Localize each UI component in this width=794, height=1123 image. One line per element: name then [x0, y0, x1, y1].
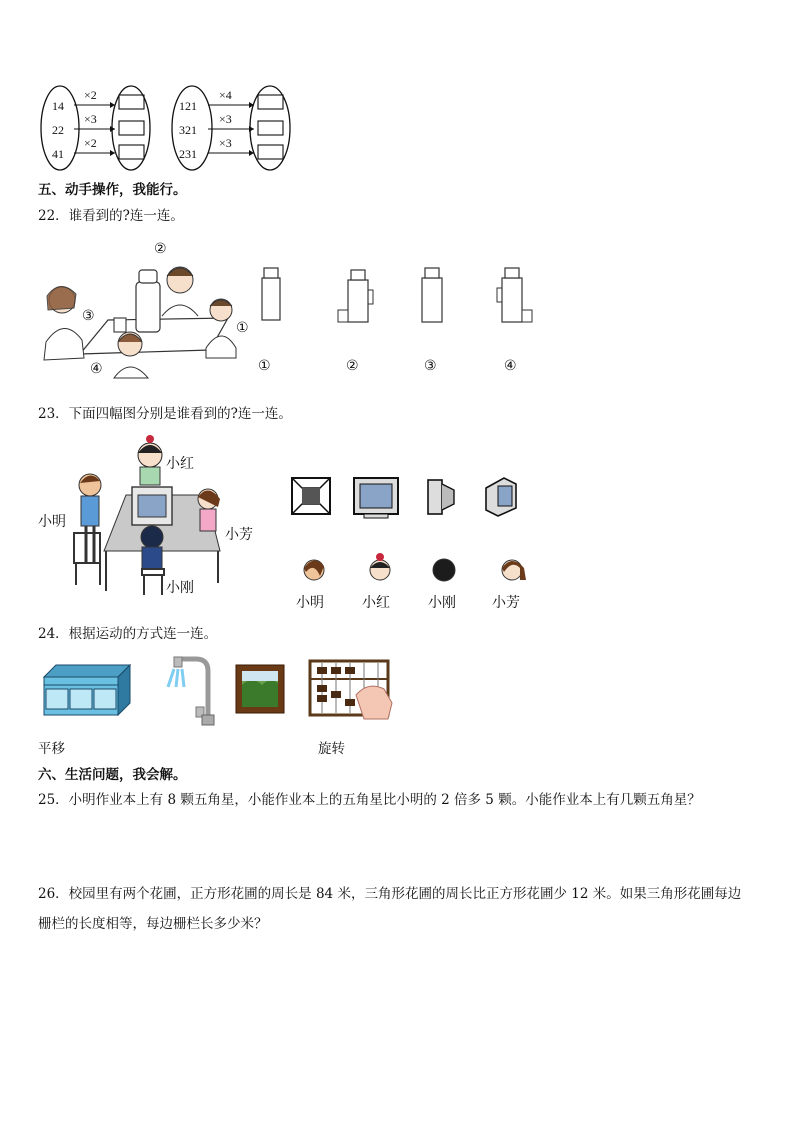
q22-view-2-drawing: [338, 270, 373, 322]
q25-text: 25．小明作业本上有 8 颗五角星，小能作业本上的五角星比小明的 2 倍多 5 颗。小能作业本上有几颗五角星？: [38, 792, 701, 808]
q22-scene-mark-1: ①: [236, 320, 249, 336]
q22-scene-mark-4: ④: [90, 361, 103, 377]
q22-table-scene-drawing: [38, 238, 243, 388]
q22-text: 22．谁看到的?连一连。: [38, 208, 184, 224]
q23-text: 23．下面四幅图分别是谁看到的?连一连。: [38, 406, 292, 422]
q23-scene-name-xiaofang: 小芳: [225, 527, 253, 543]
q23-scene-name-xiaoming: 小明: [38, 514, 66, 530]
section5-heading: 五、动手操作，我能行。: [38, 182, 187, 198]
q23-monitor-front-view: [354, 478, 398, 518]
q23-monitor-angle-view: [486, 478, 516, 516]
q23-head-name-xiaoming: 小明: [296, 595, 324, 611]
q24-framed-picture-drawing: [236, 665, 284, 713]
mapping-right-input-1: 121: [179, 99, 197, 113]
mapping-right-input-3: 231: [179, 147, 197, 161]
mapping-right-op-1: ×4: [219, 88, 232, 102]
mapping-left-input-2: 22: [52, 123, 64, 137]
mapping-left-op-1: ×2: [84, 88, 97, 102]
mapping-left-op-2: ×3: [84, 112, 97, 126]
q23-head-xiaohong-drawing: [370, 553, 390, 580]
mapping-diagram: [38, 84, 298, 174]
q23-heads: [290, 552, 540, 612]
q26-text-line1: 26．校园里有两个花圃，正方形花圃的周长是 84 米，三角形花圃的周长比正方形花圃少 12 米。如果三角形花圃每边: [38, 886, 742, 902]
q23-head-name-xiaogang: 小刚: [428, 595, 456, 611]
mapping-left-op-3: ×2: [84, 136, 97, 150]
q24-motion-pictures: [38, 655, 398, 730]
q23-head-name-xiaofang: 小芳: [492, 595, 520, 611]
mapping-left-input-1: 14: [52, 99, 64, 113]
q22-view-drawings: [250, 258, 550, 338]
mapping-left-input-3: 41: [52, 147, 64, 161]
mapping-ovals: [38, 84, 298, 174]
q24-label-rotation: 旋转: [318, 741, 345, 757]
q23-head-name-xiaohong: 小红: [362, 595, 390, 611]
q23-monitor-side-view: [428, 480, 454, 514]
q22-scene-mark-2: ②: [154, 241, 167, 257]
q24-sliding-window-drawing: [44, 665, 130, 715]
q23-head-xiaogang-drawing: [433, 559, 455, 581]
q22-option-mark-2: ②: [346, 358, 359, 374]
q22-view-3-drawing: [422, 268, 442, 322]
q23-monitor-drawings: [290, 474, 530, 520]
q23-scene-name-xiaogang: 小刚: [166, 580, 194, 596]
q24-faucet-drawing: [168, 657, 214, 725]
q24-text: 24．根据运动的方式连一连。: [38, 626, 218, 642]
q23-head-drawings: [290, 552, 540, 582]
mapping-right-input-2: 321: [179, 123, 197, 137]
q23-head-xiaofang-drawing: [502, 560, 526, 580]
q24-abacus-drawing: [310, 661, 392, 719]
q26-text-line2: 栅栏的长度相等，每边栅栏长多少米？: [38, 916, 268, 932]
q23-head-xiaoming-drawing: [304, 560, 324, 580]
q23-monitor-back-view: [292, 478, 330, 514]
section6-heading: 六、生活问题，我会解。: [38, 767, 187, 783]
q22-option-mark-3: ③: [424, 358, 437, 374]
q24-pictures: [38, 655, 398, 730]
q24-label-translation: 平移: [38, 741, 65, 757]
q22-scene: [38, 238, 249, 388]
q23-scene-name-xiaohong: 小红: [166, 456, 194, 472]
mapping-right-op-3: ×3: [219, 136, 232, 150]
q22-view-4-drawing: [497, 268, 532, 322]
q22-scene-mark-3: ③: [82, 308, 95, 324]
mapping-right-op-2: ×3: [219, 112, 232, 126]
q22-view-1-drawing: [262, 268, 280, 320]
q22-option-mark-4: ④: [504, 358, 517, 374]
q23-monitor-views: [290, 474, 530, 520]
q22-options: [250, 258, 550, 383]
q22-option-mark-1: ①: [258, 358, 271, 374]
q23-scene: [38, 433, 268, 598]
q23-classroom-drawing: [38, 433, 268, 598]
